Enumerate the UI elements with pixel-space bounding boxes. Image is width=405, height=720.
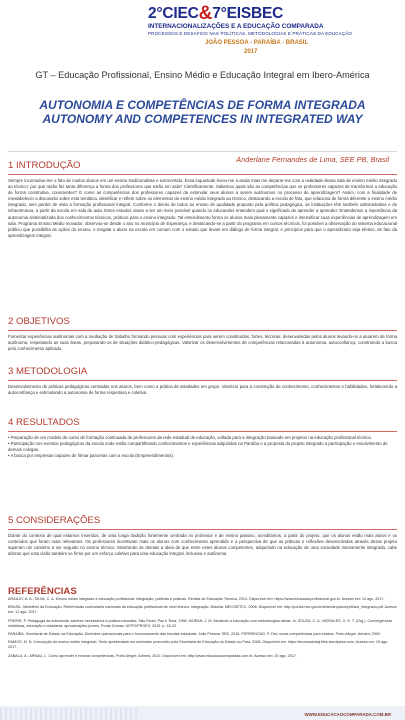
reference-item: ZABALA, A.; ARNAU, L. Como aprender e ensinar competências. Porto Alegre: Artmed, 2010. Disponível em: http://www.educacaocomparada.com.br. Acesso em: 20 ago. 2017. [8, 653, 298, 658]
section-rule [8, 380, 397, 381]
paper-title [20, 98, 385, 126]
section-references [8, 586, 397, 662]
section-results [8, 417, 397, 459]
section-heading: 4 RESULTADOS [8, 417, 80, 428]
section-rule [8, 174, 397, 175]
reference-item: PARAÍBA. Secretaria de Estado da Educação. Diretrizes operacionais para o funcionamento das escolas estaduais. João Pessoa: SEE, 2016. PERRENOUD, P. Dez novas competências para ensinar. Porto Alegre: Artmed, 2000. [8, 632, 381, 637]
author-affiliation: Anderlane Fernandes de Lima, SEE PB, Brasil [236, 155, 389, 164]
section-body: Fomentar experiências autônomas com a mediação de trabalho formando pessoas com experiências para serem constituídas, fortes, técnicas, desenvolvidas pelos alunos levando-os a atuarem de forma autônoma, respeitando as suas áreas, preparando-os de situações didático-pedagógicas. Valorizar os desenvolvimentos de competências relacionadas à autonomia, autoconfiança, construindo a busca pelo conhecimento aplicado. [8, 334, 397, 352]
conference-logo [148, 2, 283, 24]
logo-tagline: PROCESSOS E DESAFIOS NAS POLÍTICAS, METODOLOGIAS E PRÁTICAS DA EDUCAÇÃO [148, 31, 353, 36]
logo-year: 2017 [244, 49, 258, 55]
section-rule [8, 330, 397, 331]
section-heading: 1 INTRODUÇÃO [8, 160, 81, 171]
reference-item: ARAÚJO, A. A.; SILVA, C. A. Ensino médio integrado à educação profissional: integração, políticas e práticas. Revista de Educação Técnica, 2013. Disponível em: https://www.educacaoprofissional.gov.br. Acesso em: 10 ago. 2017. [8, 597, 385, 601]
results-item: • Preparação de um modelo de curso de formação continuada de professores da rede estadual de educação, voltada para a integração baseado em projetos na educação profissional técnica. [8, 435, 372, 440]
section-heading: 5 CONSIDERAÇÕES [8, 515, 101, 526]
results-item: • A busca por empresas capazes de firmar parcerias com a escola (Empreendimentos). [8, 453, 175, 459]
section-heading: 3 METODOLOGIA [8, 366, 88, 377]
title-portuguese: AUTONOMIA E COMPETÊNCIAS DE FORMA INTEGRADA [39, 98, 366, 112]
conference-header [0, 0, 405, 66]
section-body: Desenvolvimento de práticas pedagógicas centradas nos alunos, bem como a prática de atividades em grupo. Valorizar para a construção de conhecimento, conhecimentos e habilidades, fortalecendo a autoconfiança e estimulando a autonomia de forma respeitosa e coletiva. [8, 384, 397, 396]
references-heading: REFERÊNCIAS [8, 586, 77, 597]
logo-ampersand: & [198, 3, 213, 24]
section-rule [8, 431, 397, 432]
footer-band [0, 706, 405, 720]
section-heading: 2 OBJETIVOS [8, 316, 70, 327]
reference-item: FREIRE, P. Pedagogia da autonomia: saberes necessários à prática educativa. São Paulo: Paz e Terra, 1996. MORAN, J. M. Mudando a educação com metodologias ativas. In: SOUZA, C. A.; MORALES, O. E. T. (Org.). Convergências midiáticas, educação e cidadania: aproximações jovens. Ponta Grossa: UEPG/PROEX, 2015. p. 15-33. [8, 618, 393, 628]
results-item: • Participação nos eventos pedagógicos da escola onde estão compartilhando conhecimentos e experiências adquiridas na Paraíba e a proposta do projeto integrado a participação e envolvimento de demais colegas. [8, 441, 388, 453]
section-considerations [8, 515, 397, 557]
author-divider [8, 151, 397, 152]
footer-website[interactable]: WWW.EDUCACAOCOMPARADA.COM.BR [304, 712, 391, 717]
section-rule [8, 529, 397, 530]
section-methodology [8, 366, 397, 396]
section-body: Sempre incomodou-me o fato de muitos alunos em um ensino tradicionalista e extrovertido. Essa inquietude levou-me a ainda mais me deparar-me com a realidade dessa sala de ensino médio integrado ao técnico: por que razão faz tanta diferença a forma dos professores que estão em sala? Cientificamente: Sabemos quais são as competências que os professores capazes de transformar a educação de forma construtiva, conscientes? E como as competências dos professores capazes de estimular seus alunos a serem autônomos no processo de aprendizagem? Assim, com a finalidade de reestabelecer a discussão sobre esta temática, identificar e refletir sobre os elementos do ensino médio integrado ao técnico, destacando a escola de fato, que relaciona de forma diferente o ensino médio integrado, sem perder de vista a formação profissional integral. Conforme o direito de todos ao ensino de qualidade proposto pela política pedagógica, as instituições têm também administrativa e de infraestrutura, a partir da escola em sala de aula. Estes estudos visam a ser um meio possível quando os educandos entendem qual o significado de aprender a aprender. Entendemos a importância da autonomia sistematizada dos conhecimentos técnicos, práticos para o ensino integrado. Tal entendimento forma os alunos mais plenamente capazes e intensificar suas experiências de aprendizagem em sala. Programa Ensino Médio Inovador, observou-se desde o ano no município de Esperança, e destacando-se a partir do programa em cursos técnicos, foi possível a observação do sistema educacional público que possibilita as ações do ensino, e resgata o aluno na escola em comum com o estudo que levam em diálogo de forma integral, e princípios para que o aprendizado seja efetivo, de fato da aprendizagem integral. [8, 178, 397, 238]
references-list [8, 597, 397, 659]
results-list [8, 435, 397, 459]
section-introduction [8, 160, 397, 239]
reference-item: RAMOS, M. N. Concepção do ensino médio integrado. Texto apresentado em seminário promovido pela Secretaria de Educação do Estado do Pará, 2008. Disponível em: https://tecnicadmiwj.files.wordpress.com. Acesso em: 15 ago. 2017. [8, 640, 389, 650]
title-english: AUTONOMY AND COMPETENCES IN INTEGRATED WAY [42, 112, 363, 126]
footer-decoration [0, 708, 140, 720]
logo-eisbec: 7°EISBEC [212, 5, 284, 22]
logo-location: JOÃO PESSOA - PARAÍBA - BRASIL [205, 40, 309, 46]
section-objectives [8, 316, 397, 352]
working-group-line: GT – Educação Profissional, Ensino Médio e Educação Integral em Ibero-América [35, 70, 370, 80]
logo-ciec: 2°CIEC [148, 5, 199, 22]
logo-subtitle: INTERNACIONALIZAÇÕES E A EDUCAÇÃO COMPARADA [148, 23, 324, 30]
reference-item: BRASIL. Ministério da Educação. Referenciais curriculares nacionais da educação profissional de nível técnico: integração. Brasília: MEC/SETEC, 2008. Disponível em: http://portal.mec.gov.br/setec/arquivos/pdf/acs_integrado.pdf. Acesso em: 12 ago. 2017. [8, 605, 397, 615]
section-body: Diante do contexto de qual estamos inseridos, de uma longa tradição fortemente centrada no professor e de ensino passivo, acreditamos, a partir do projeto, que os alunos estão mais ativos e os conteúdos que foram mais relevantes. Os professores incentivam mais os alunos com conhecimento aprendido e a perspectiva de que as práticas e reflexões desenvolvidas através desse projeto superam um caminho a ser seguido no ensino técnico. Mostrando às demais a ideia de que entre estes alunos competentes, adquirindo na educação de uma sociedade inteiramente integrada, cabe afirmar que esta visão também se firme por um esforço coletivo para uma educação integral, inclusiva e autônoma. [8, 533, 397, 557]
